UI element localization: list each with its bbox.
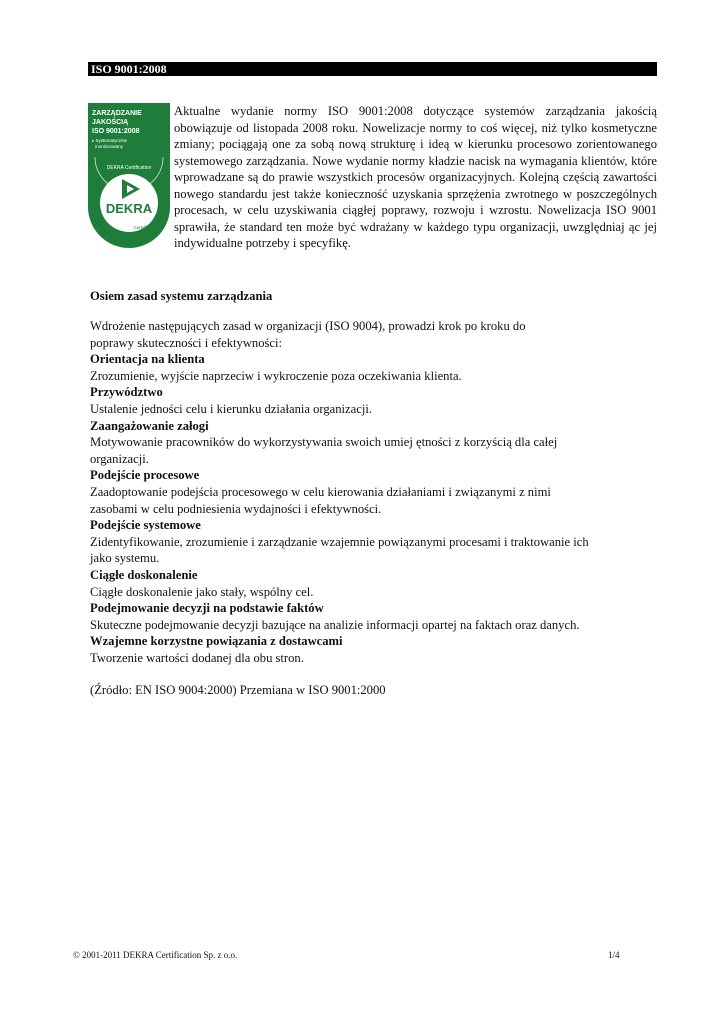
source-note: (Źródło: EN ISO 9004:2000) Przemiana w ISO 9001:2000 bbox=[90, 683, 386, 697]
principle-text: Zaadoptowanie podejścia procesowego w celu kierowania działaniami i związanymi z nimi bbox=[90, 484, 551, 499]
badge-arc-text: DEKRA Certification bbox=[106, 165, 152, 171]
badge-brand: DEKRA bbox=[105, 201, 153, 216]
principle-text: organizacji. bbox=[90, 451, 149, 466]
principle-text: Zrozumienie, wyjście naprzeciw i wykroczenie poza oczekiwania klienta. bbox=[90, 368, 462, 383]
intro-text: Aktualne wydanie normy ISO 9001:2008 dotyczące systemów zarządzania jakością obowiązuje od listopada 2008 roku. Nowelizacje normy to coś więcej, niż tylko kosmetyczne zmiany; pociągają one za sobą nową strukturę i ideą w kierunku procesowo zorientowanego systemowego zarządzania. Nowe wydanie normy kładzie nacisk na wymagania klientów, które wprowadzane są do prawie wszystkich procesów organizacyjnych. Kolejną częścią zawartości nowego standardu jest także konieczność uzyskania sprzężenia zwrotnego w poszczególnych procesach, w celu uzyskiwania ciągłej poprawy, rozwoju i wzrostu. Nowelizacja ISO 9001 sprawiła, że standard ten może być wdrażany w każdego typu organizacji, uwzględniaj ąc jej indywidualne potrzeby i specyfikę. bbox=[174, 104, 657, 250]
badge-line2: JAKOŚCIĄ bbox=[92, 119, 129, 126]
principle-text: Ciągłe doskonalenie jako stały, wspólny cel. bbox=[90, 584, 314, 599]
section-heading: Osiem zasad systemu zarządzania bbox=[90, 289, 273, 303]
header-title-bar bbox=[88, 62, 657, 76]
principle-title: Ciągłe doskonalenie bbox=[90, 567, 198, 582]
footer-copyright: © 2001-2011 DEKRA Certification Sp. z o.o. bbox=[73, 950, 238, 960]
principle-title: Wzajemne korzystne powiązania z dostawcami bbox=[90, 634, 343, 649]
badge-line3: ISO 9001:2008 bbox=[92, 128, 140, 135]
header-title: ISO 9001:2008 bbox=[91, 62, 167, 76]
badge-line4: ▸ Systematycznie bbox=[92, 138, 128, 143]
principle-title: Podejście procesowe bbox=[90, 468, 200, 483]
badge-line1: ZARZĄDZANIE bbox=[92, 110, 142, 117]
footer-page-number: 1/4 bbox=[608, 950, 620, 960]
principle-text: zasobami w celu podniesienia wydajności i efektywności. bbox=[90, 501, 382, 516]
principle-title: Przywództwo bbox=[90, 385, 163, 400]
principle-title: Zaangażowanie załogi bbox=[90, 418, 209, 433]
section-intro-line: Wdrożenie następujących zasad w organizacji (ISO 9004), prowadzi krok po kroku do bbox=[90, 319, 526, 333]
intro-paragraph bbox=[90, 103, 657, 252]
principle-text: Zidentyfikowanie, zrozumienie i zarządzanie wzajemnie powiązanymi procesami i traktowanie ich bbox=[90, 534, 589, 549]
principle-text: Motywowanie pracowników do wykorzystywania swoich umiej ętności z korzyścią dla całej bbox=[90, 435, 558, 450]
principle-title: Podejście systemowe bbox=[90, 518, 201, 533]
principle-title: Podejmowanie decyzji na podstawie faktów bbox=[90, 601, 324, 616]
badge-line5: monitorowany bbox=[95, 144, 124, 149]
principle-title: Orientacja na klienta bbox=[90, 352, 205, 367]
principle-text: Tworzenie wartości dodanej dla obu stron. bbox=[90, 650, 304, 665]
principle-text: Ustalenie jedności celu i kierunku działania organizacji. bbox=[90, 401, 372, 416]
principle-text: jako systemu. bbox=[90, 551, 160, 566]
badge-sub: Certyfikat bbox=[133, 225, 153, 230]
principles-list bbox=[90, 318, 635, 666]
section-intro-line: poprawy skuteczności i efektywności: bbox=[90, 335, 282, 350]
principle-text: Skuteczne podejmowanie decyzji bazujące na analizie informacji opartej na faktach oraz danych. bbox=[90, 617, 580, 632]
